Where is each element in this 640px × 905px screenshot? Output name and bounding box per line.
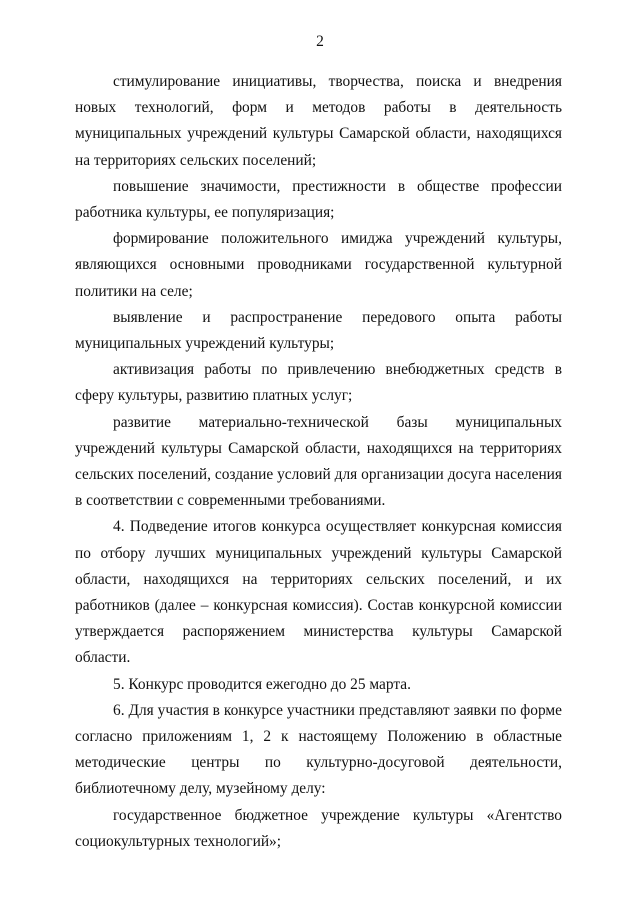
- paragraph-image: формирование положительного имиджа учреждений культуры, являющихся основными проводниками государственной культурной политики на селе;: [75, 230, 562, 300]
- paragraph-material-base: развитие материально-технической базы муниципальных учреждений культуры Самарской области, находящихся на территориях сельских поселений, создание условий для организации досуга населения в соответствии с современными требованиями.: [75, 413, 562, 510]
- paragraph-significance: повышение значимости, престижности в обществе профессии работника культуры, ее популяризация;: [75, 177, 562, 222]
- paragraph-experience: выявление и распространение передового опыта работы муниципальных учреждений культуры;: [75, 308, 562, 353]
- paragraph-item-4-commission: 4. Подведение итогов конкурса осуществляет конкурсная комиссия по отбору лучших муниципальных учреждений культуры Самарской области, находящихся на территориях сельских поселений, и их работников (далее – конкурсная комиссия). Состав конкурсной комиссии утверждается распоряжением министерства культуры Самарской области.: [75, 518, 562, 667]
- paragraph-stimulation: стимулирование инициативы, творчества, поиска и внедрения новых технологий, форм и методов работы в деятельность муниципальных учреждений культуры Самарской области, находящихся на территориях сельских поселений;: [75, 73, 562, 169]
- document-body: [75, 69, 562, 855]
- paragraph-item-6-applications: 6. Для участия в конкурсе участники представляют заявки по форме согласно приложениям 1, 2 к настоящему Положению в областные методические центры по культурно-досуговой деятельности, библиотечному делу, музейному делу:: [75, 701, 562, 798]
- page-number: 2: [316, 33, 324, 50]
- paragraph-agency: государственное бюджетное учреждение культуры «Агентство социокультурных технологий»;: [75, 806, 562, 850]
- paragraph-item-5-schedule: 5. Конкурс проводится ежегодно до 25 марта.: [113, 675, 411, 693]
- paragraph-extrabudget: активизация работы по привлечению внебюджетных средств в сферу культуры, развитию платных услуг;: [75, 361, 562, 405]
